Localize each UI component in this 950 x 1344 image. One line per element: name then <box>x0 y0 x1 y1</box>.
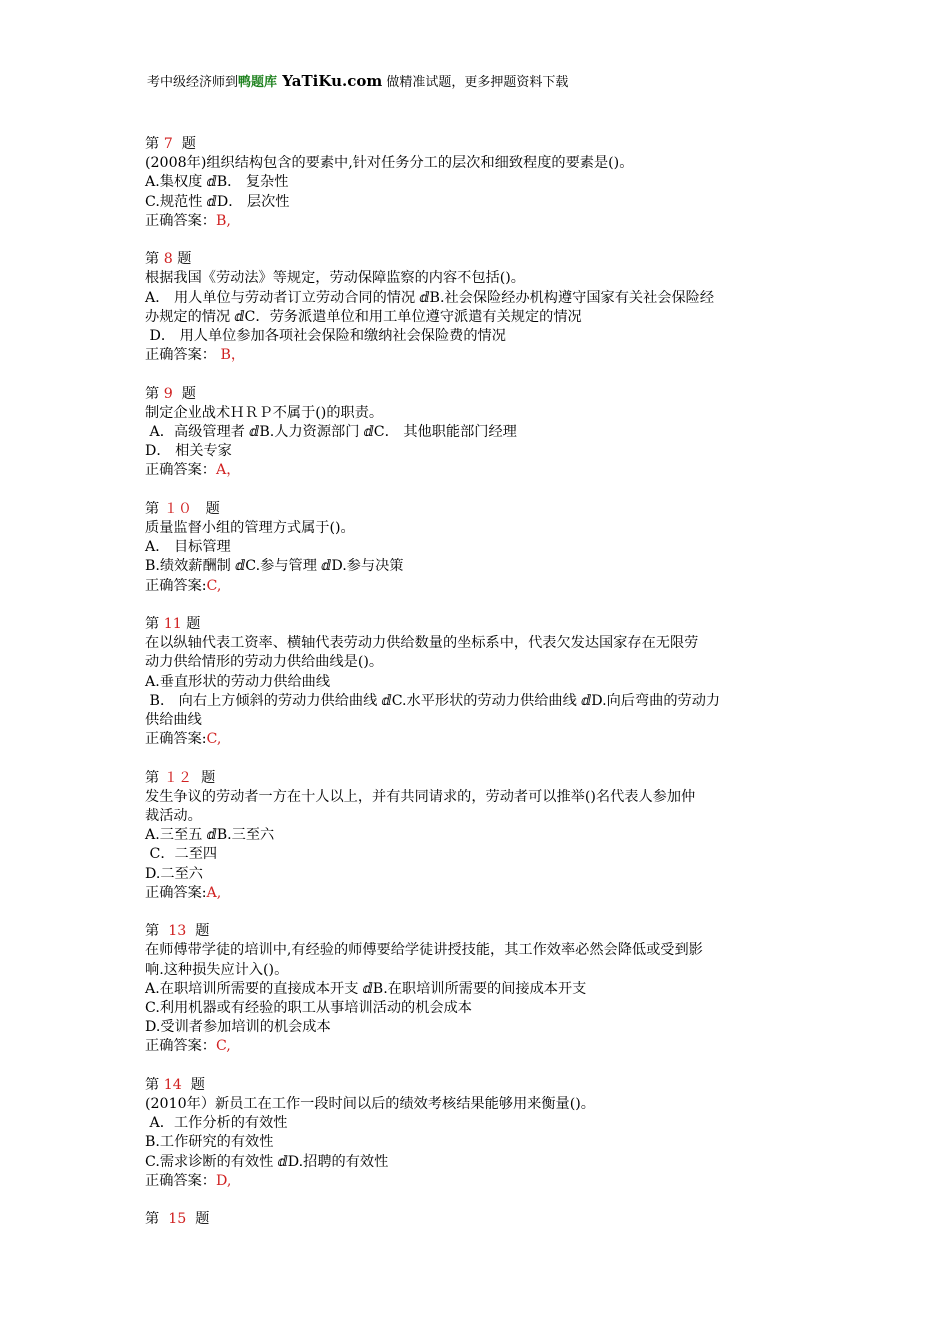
answer-value: D, <box>215 1172 232 1189</box>
question-option-line: B． 向右上方倾斜的劳动力供给曲线 ⅆC.水平形状的劳动力供给曲线 ⅆD.向后弯曲的劳动力 <box>145 692 721 709</box>
question-number <box>145 1210 815 1229</box>
question-option-line: D.二至六 <box>145 865 203 882</box>
question-number <box>145 500 815 519</box>
question-stem: 发生争议的劳动者一方在十人以上，并有共同请求的，劳动者可以推举()名代表人参加仲 <box>145 788 696 805</box>
question-option-line: A． 目标管理 <box>145 539 231 556</box>
question-number <box>145 615 815 634</box>
question-stem: 质量监督小组的管理方式属于()。 <box>145 520 355 537</box>
question-label-prefix: 第 <box>145 923 169 940</box>
question-2 <box>145 250 815 365</box>
question-label-prefix: 第 <box>145 1076 164 1093</box>
answer-value: B, <box>215 212 231 229</box>
correct-answer <box>145 577 815 596</box>
question-label-prefix: 第 <box>145 500 164 517</box>
answer-value: A， <box>215 462 241 479</box>
correct-answer <box>145 346 815 365</box>
question-6 <box>145 769 815 903</box>
question-7 <box>145 922 815 1056</box>
answer-value: C, <box>206 577 222 594</box>
answer-label: 正确答案： <box>145 212 216 229</box>
question-number-value: 13 <box>168 923 187 940</box>
correct-answer <box>145 730 815 749</box>
question-label-suffix: 题 <box>186 923 210 940</box>
site-link[interactable]: YaTiKu.com <box>277 72 383 90</box>
question-option-line: C.规范性 ⅆD． 层次性 <box>145 193 290 210</box>
brand-name[interactable]: 鸭题库 <box>238 75 278 90</box>
question-option-line: 供给曲线 <box>145 712 202 729</box>
question-stem: (2010年）新员工在工作一段时间以后的绩效考核结果能够用来衡量()。 <box>145 1096 595 1113</box>
question-option-line: A.集权度 ⅆB． 复杂性 <box>145 174 289 191</box>
answer-label: 正确答案: <box>145 577 207 594</box>
question-number <box>145 385 815 404</box>
page-header <box>147 72 568 92</box>
question-option-line: A．工作分析的有效性 <box>145 1115 288 1132</box>
question-label-prefix: 第 <box>145 616 164 633</box>
question-label-prefix: 第 <box>145 1211 169 1228</box>
question-8 <box>145 1076 815 1191</box>
correct-answer <box>145 1172 815 1191</box>
answer-value: C, <box>215 1038 231 1055</box>
answer-label: 正确答案： <box>145 1172 216 1189</box>
correct-answer <box>145 1037 815 1056</box>
correct-answer <box>145 212 815 231</box>
question-4 <box>145 500 815 596</box>
question-option-line: A． 用人单位与劳动者订立劳动合同的情况 ⅆB.社会保险经办机构遵守国家有关社会保险经 <box>145 289 715 306</box>
question-label-prefix: 第 <box>145 385 164 402</box>
question-option-line: D． 相关专家 <box>145 443 232 460</box>
answer-label: 正确答案： <box>145 462 216 479</box>
question-stem: 在以纵轴代表工资率、横轴代表劳动力供给数量的坐标系中，代表欠发达国家存在无限劳 <box>145 635 699 652</box>
answer-value: C, <box>206 731 222 748</box>
question-option-line: A．高级管理者 ⅆB.人力资源部门 ⅆC． 其他职能部门经理 <box>145 424 517 441</box>
question-label-prefix: 第 <box>145 136 164 152</box>
question-number-value: 8 <box>163 251 173 268</box>
question-option-line: C．二至四 <box>145 846 218 863</box>
question-option-line: B.工作研究的有效性 <box>145 1134 274 1151</box>
answer-value: B， <box>220 347 246 364</box>
question-number <box>145 1076 815 1095</box>
question-option-line: D． 用人单位参加各项社会保险和缴纳社会保险费的情况 <box>145 328 506 345</box>
question-number <box>145 135 815 154</box>
question-label-suffix: 题 <box>192 769 216 786</box>
question-9 <box>145 1210 815 1229</box>
question-label-suffix: 题 <box>172 251 192 268</box>
question-1 <box>145 135 815 231</box>
answer-label: 正确答案： <box>145 1038 216 1055</box>
header-prefix: 考中级经济师到 <box>147 75 239 90</box>
question-label-suffix: 题 <box>172 385 196 402</box>
question-number-value: 15 <box>168 1211 187 1228</box>
question-option-line: D.受训者参加培训的机会成本 <box>145 1019 331 1036</box>
question-number <box>145 250 815 269</box>
question-stem: 制定企业战术ＨＲＰ不属于()的职责。 <box>145 404 384 421</box>
correct-answer <box>145 461 815 480</box>
answer-label: 正确答案: <box>145 884 207 901</box>
answer-value: A, <box>206 884 222 901</box>
answer-label: 正确答案: <box>145 731 207 748</box>
question-stem: 在师傅带学徒的培训中,有经验的师傅要给学徒讲授技能，其工作效率必然会降低或受到影 <box>145 942 703 959</box>
question-option-line: 响.这种损失应计入()。 <box>145 961 289 978</box>
question-label-suffix: 题 <box>192 500 220 517</box>
question-option-line: A.垂直形状的劳动力供给曲线 <box>145 673 331 690</box>
question-label-suffix: 题 <box>172 136 196 152</box>
question-label-suffix: 题 <box>181 616 201 633</box>
question-label-suffix: 题 <box>181 1076 205 1093</box>
correct-answer <box>145 884 815 903</box>
question-label-prefix: 第 <box>145 769 164 786</box>
question-label-suffix: 题 <box>186 1211 210 1228</box>
question-list <box>145 135 815 1249</box>
question-3 <box>145 385 815 481</box>
question-number-value: １０ <box>163 500 193 517</box>
question-option-line: A.三至五 ⅆB.三至六 <box>145 827 275 844</box>
question-stem: (2008年)组织结构包含的要素中,针对任务分工的层次和细致程度的要素是()。 <box>145 155 634 172</box>
question-5 <box>145 615 815 749</box>
question-option-line: C.需求诊断的有效性 ⅆD.招聘的有效性 <box>145 1153 389 1170</box>
question-number-value: １２ <box>163 769 193 786</box>
question-option-line: 裁活动。 <box>145 808 202 825</box>
question-option-line: C.利用机器或有经验的职工从事培训活动的机会成本 <box>145 1000 472 1017</box>
question-number-value: 14 <box>163 1076 182 1093</box>
question-option-line: 办规定的情况 ⅆC．劳务派遣单位和用工单位遵守派遣有关规定的情况 <box>145 308 582 325</box>
question-option-line: 动力供给情形的劳动力供给曲线是()。 <box>145 654 384 671</box>
question-number <box>145 922 815 941</box>
question-number <box>145 769 815 788</box>
question-number-value: 11 <box>163 616 182 633</box>
header-suffix: 做精准试题，更多押题资料下载 <box>382 75 569 90</box>
question-option-line: A.在职培训所需要的直接成本开支 ⅆB.在职培训所需要的间接成本开支 <box>145 980 587 997</box>
answer-label: 正确答案： <box>145 347 221 364</box>
question-label-prefix: 第 <box>145 251 164 268</box>
question-number-value: 7 <box>163 136 173 152</box>
question-option-line: B.绩效薪酬制 ⅆC.参与管理 ⅆD.参与决策 <box>145 558 404 575</box>
question-number-value: 9 <box>163 385 173 402</box>
question-stem: 根据我国《劳动法》等规定，劳动保障监察的内容不包括()。 <box>145 270 525 287</box>
